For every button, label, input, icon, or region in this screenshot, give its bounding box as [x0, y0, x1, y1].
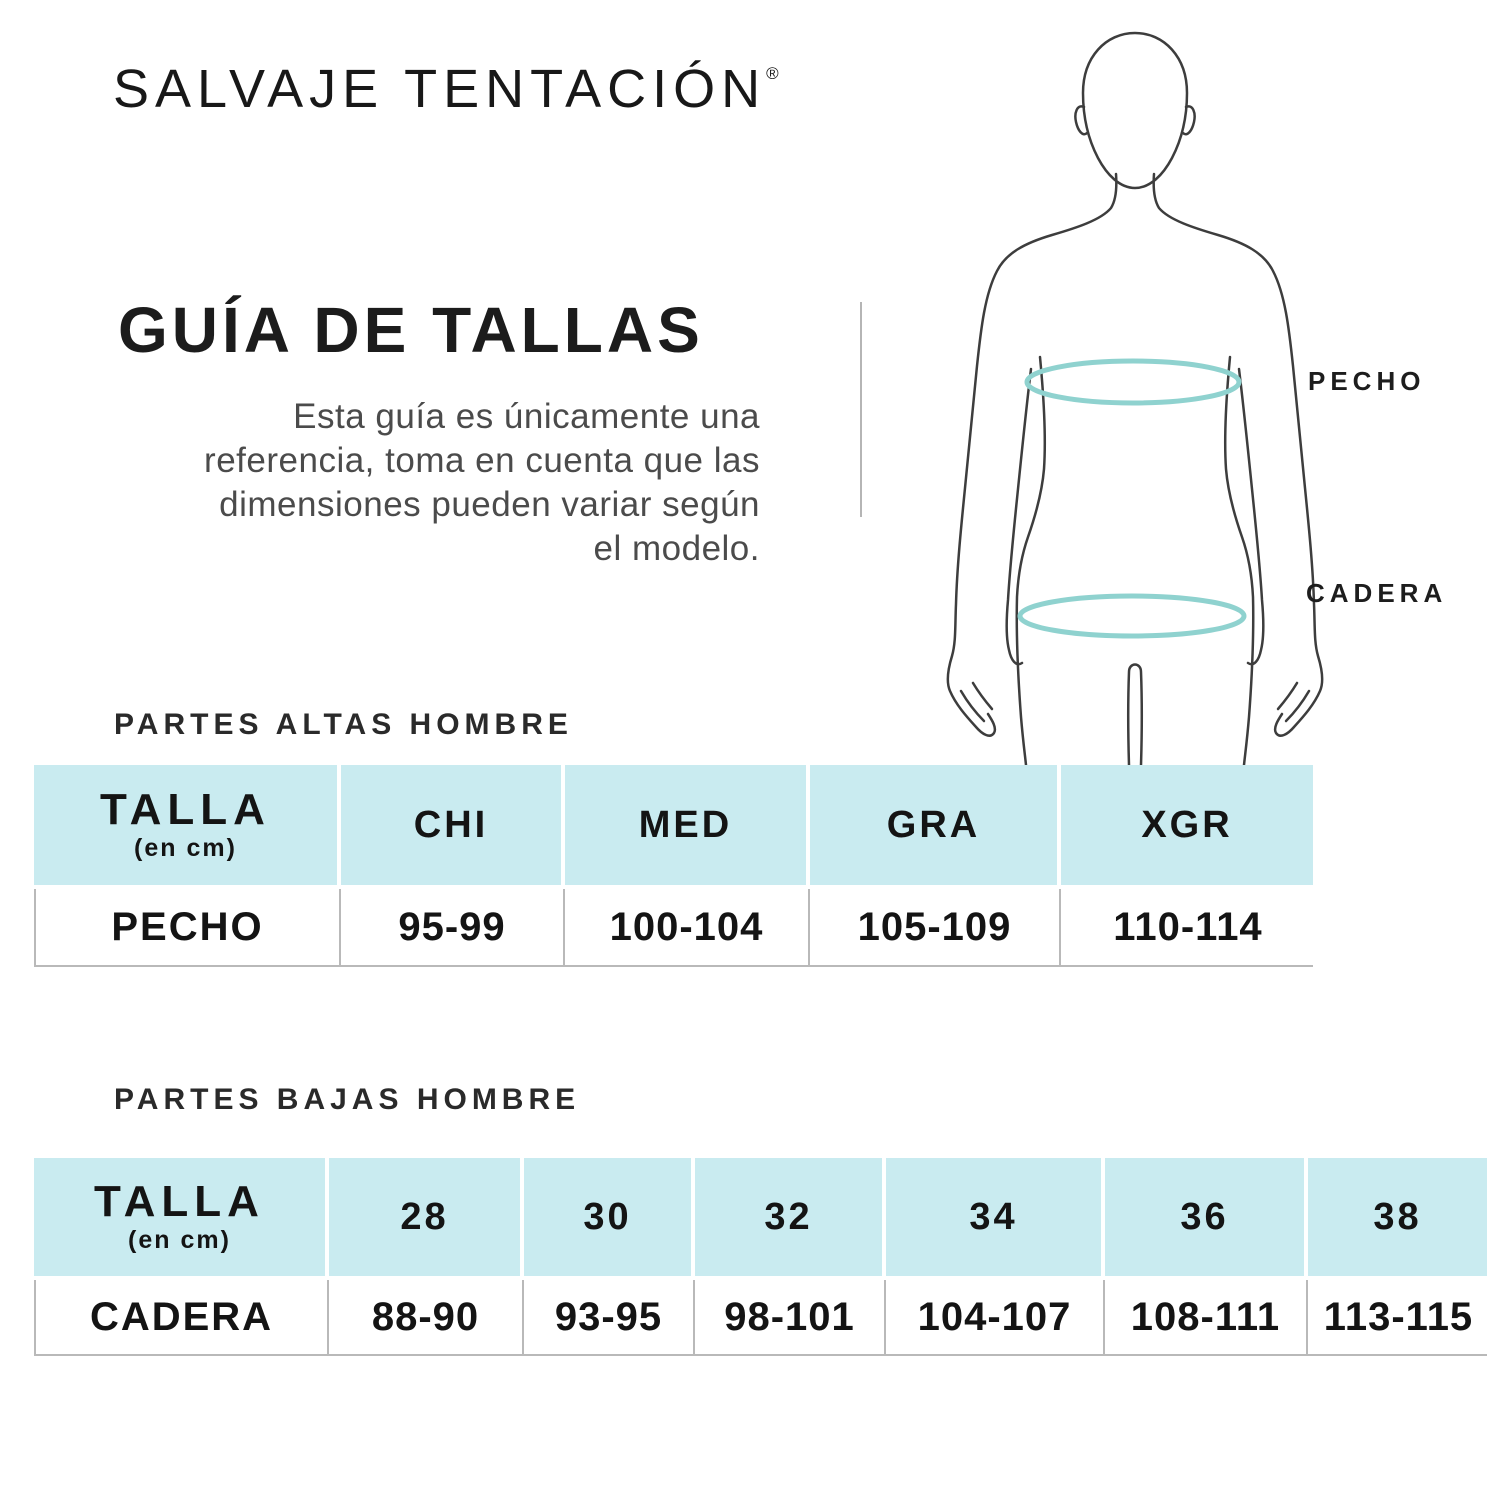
description-line: referencia, toma en cuenta que las	[204, 441, 760, 480]
tops-section-title: PARTES ALTAS HOMBRE	[114, 708, 573, 741]
bottoms-column-header: 32	[691, 1158, 882, 1276]
right-arm-outline	[1154, 174, 1323, 736]
tops-value-cell: 110-114	[1059, 889, 1315, 965]
bottoms-value-cell: 98-101	[693, 1280, 884, 1354]
size-label: TALLA	[100, 785, 271, 834]
bottoms-value-cell: 113-115	[1306, 1280, 1489, 1354]
registered-trademark-symbol: ®	[766, 64, 779, 83]
bottoms-column-header: 36	[1101, 1158, 1304, 1276]
page-title: GUÍA DE TALLAS	[118, 294, 704, 366]
description-line: dimensiones pueden variar según	[219, 485, 760, 524]
tops-column-header: CHI	[337, 765, 561, 885]
left-hand-finger-line	[973, 683, 992, 709]
bottoms-column-header: 28	[325, 1158, 520, 1276]
size-unit: (en cm)	[134, 834, 237, 862]
bottoms-section-title: PARTES BAJAS HOMBRE	[114, 1083, 581, 1116]
brand-logo	[113, 58, 779, 120]
guide-description	[92, 395, 760, 571]
tops-value-cell: 95-99	[339, 889, 563, 965]
intro-block	[92, 293, 760, 571]
section-divider-line	[860, 302, 862, 517]
tops-size-table	[34, 765, 1313, 967]
tops-table-header-row	[34, 765, 1313, 885]
bottoms-size-table	[34, 1158, 1487, 1356]
description-line: el modelo.	[593, 529, 760, 568]
bottoms-value-cell: 104-107	[884, 1280, 1103, 1354]
tops-value-cell: 100-104	[563, 889, 808, 965]
right-hand-finger-line	[1278, 683, 1297, 709]
tops-column-header: GRA	[806, 765, 1057, 885]
brand-name: SALVAJE TENTACIÓN	[113, 59, 767, 119]
bottoms-column-header: 30	[520, 1158, 691, 1276]
bottoms-size-header-cell	[34, 1158, 325, 1276]
hip-measure-line	[1020, 596, 1244, 636]
description-line: Esta guía es únicamente una	[293, 397, 760, 436]
size-label: TALLA	[94, 1177, 265, 1226]
tops-row-label: PECHO	[36, 889, 339, 965]
bottoms-row-label: CADERA	[36, 1280, 327, 1354]
left-inner-arm-line	[1007, 369, 1031, 664]
chest-measure-line	[1027, 361, 1239, 403]
left-arm-outline	[948, 174, 1117, 736]
hip-label: CADERA	[1306, 578, 1448, 608]
size-unit: (en cm)	[128, 1226, 231, 1254]
bottoms-table-header-row	[34, 1158, 1487, 1276]
right-torso-leg-outline	[1225, 357, 1253, 765]
inner-leg-lines	[1128, 665, 1142, 766]
bottoms-column-header: 34	[882, 1158, 1101, 1276]
tops-column-header: XGR	[1057, 765, 1313, 885]
bottoms-value-cell: 108-111	[1103, 1280, 1306, 1354]
head-outline	[1083, 33, 1187, 188]
bottoms-value-cell: 93-95	[522, 1280, 693, 1354]
bottoms-value-cell: 88-90	[327, 1280, 522, 1354]
tops-table-data-row	[34, 889, 1313, 967]
chest-label: PECHO	[1308, 366, 1426, 396]
tops-size-header-cell	[34, 765, 337, 885]
bottoms-table-data-row	[34, 1280, 1487, 1356]
tops-value-cell: 105-109	[808, 889, 1059, 965]
bottoms-column-header: 38	[1304, 1158, 1487, 1276]
left-torso-leg-outline	[1017, 357, 1045, 765]
tops-column-header: MED	[561, 765, 806, 885]
